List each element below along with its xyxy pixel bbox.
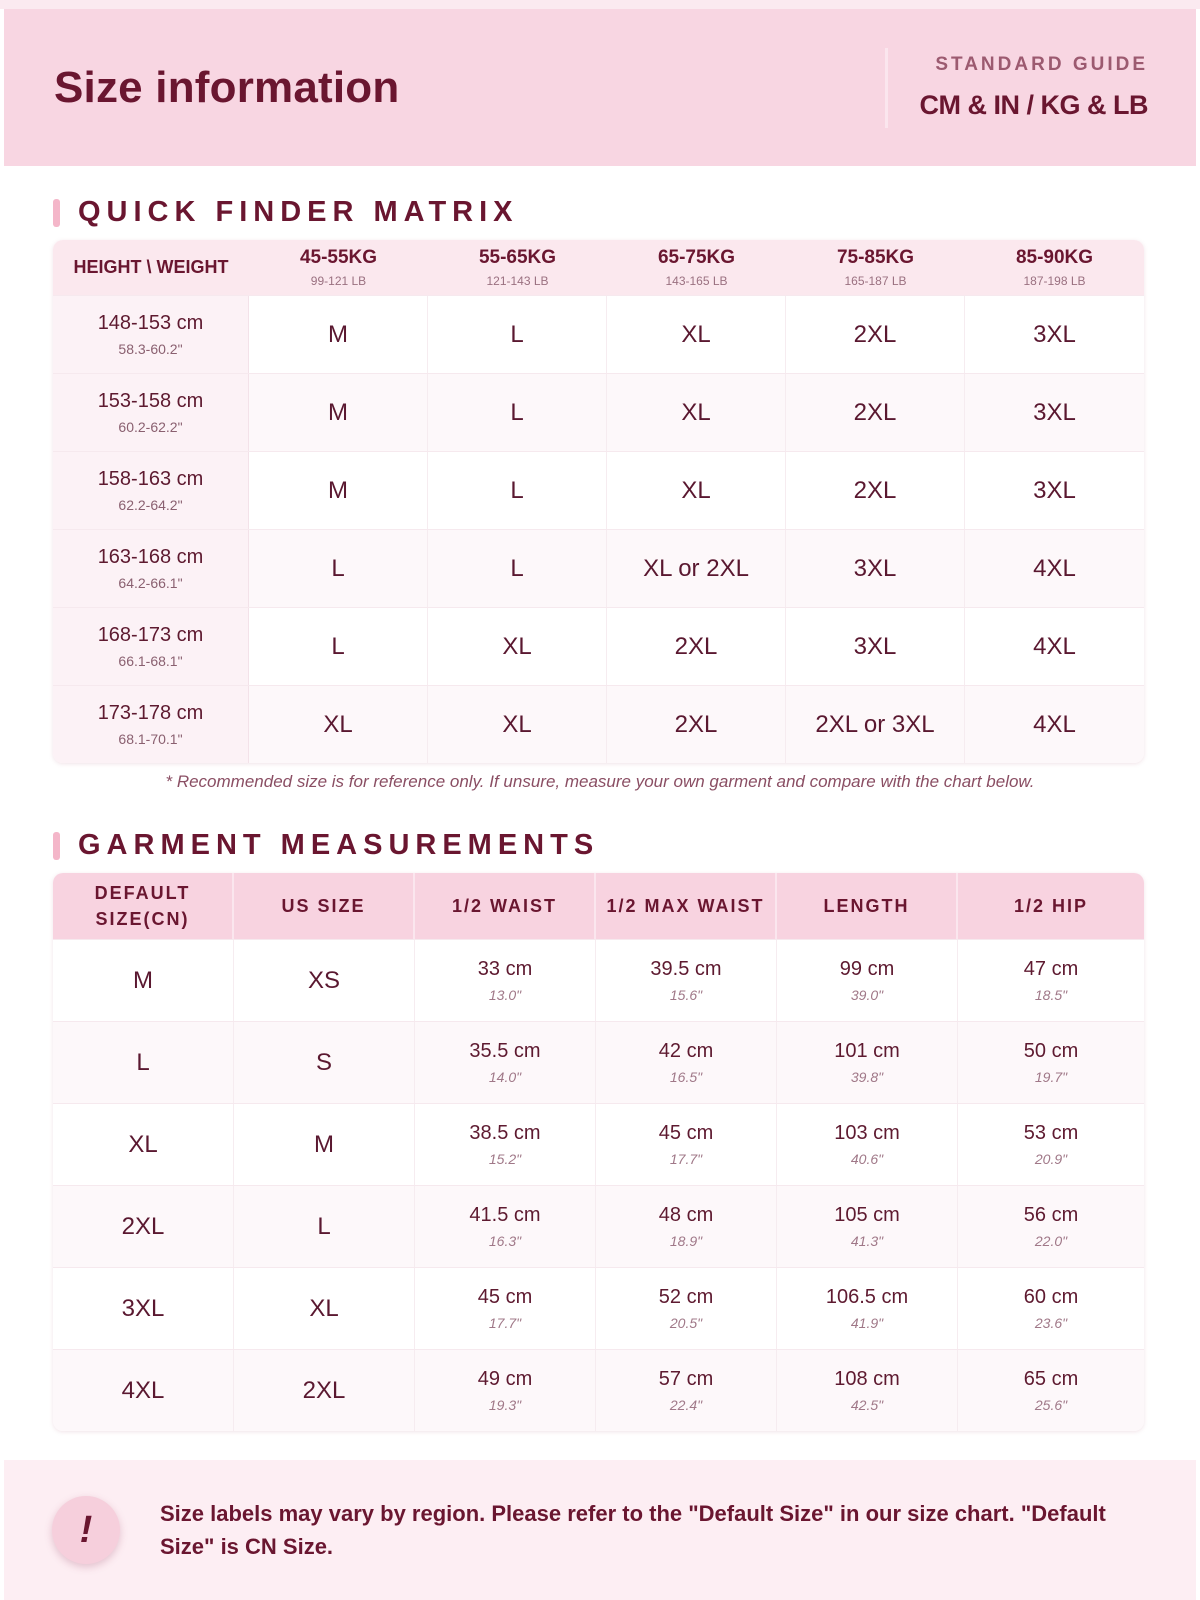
recommended-size-cell: 2XL [786,374,965,451]
measurement-cm: 33 cm [477,958,533,980]
measurement-cell [958,1268,1144,1349]
recommended-size-cell: 2XL or 3XL [786,686,965,763]
cn-size-cell: 4XL [53,1350,234,1431]
measurement-in: 19.3" [488,1397,522,1413]
garment-measurements-table [53,873,1144,1431]
measurement-cell [777,1268,958,1349]
weight-column-header [249,240,428,295]
height-row-header [53,452,249,529]
matrix-row [53,451,1144,529]
measurement-cell [777,1104,958,1185]
garment-row [53,1267,1144,1349]
measurement-in: 22.4" [669,1397,703,1413]
garment-section-heading [53,829,599,862]
measurement-cm: 48 cm [658,1204,714,1226]
recommended-size-cell: XL [607,296,786,373]
recommended-size-cell: L [249,608,428,685]
measurement-in: 13.0" [488,987,522,1003]
measurement-cell [415,1022,596,1103]
recommended-size-cell: 2XL [607,686,786,763]
recommended-size-cell: XL [607,374,786,451]
region-notice [4,1460,1196,1600]
weight-lb-label: 165-187 LB [844,274,907,288]
measurement-cm: 60 cm [1023,1286,1079,1308]
height-cm-label: 148-153 cm [97,312,204,334]
height-row-header [53,608,249,685]
measurement-in: 41.9" [850,1315,884,1331]
garment-column-header: DEFAULT SIZE(CN) [53,873,234,939]
measurement-cm: 101 cm [834,1040,900,1062]
section-accent-bar [53,832,60,860]
garment-row [53,939,1144,1021]
matrix-row [53,529,1144,607]
measurement-in: 17.7" [488,1315,522,1331]
matrix-row [53,685,1144,763]
measurement-cell [415,1350,596,1431]
weight-kg-label: 45-55KG [299,247,378,268]
recommended-size-cell: L [249,530,428,607]
measurement-cell [596,1350,777,1431]
top-strip [0,0,1200,9]
measurement-in: 16.5" [669,1069,703,1085]
cn-size-cell: L [53,1022,234,1103]
height-row-header [53,296,249,373]
recommended-size-cell: 3XL [1033,320,1076,348]
measurement-cell [415,1186,596,1267]
height-cm-label: 173-178 cm [97,702,204,724]
garment-row [53,1349,1144,1431]
matrix-row [53,373,1144,451]
garment-row [53,1021,1144,1103]
height-in-label: 68.1-70.1" [118,731,183,747]
measurement-cm: 35.5 cm [469,1040,541,1062]
measurement-cell [596,1186,777,1267]
height-cm-label: 153-158 cm [97,390,204,412]
measurement-cell [596,1268,777,1349]
measurement-cm: 45 cm [477,1286,533,1308]
garment-row [53,1103,1144,1185]
weight-kg-label: 55-65KG [478,247,557,268]
us-size-cell: XL [234,1268,415,1349]
weight-lb-label: 99-121 LB [310,274,367,288]
measurement-cm: 45 cm [658,1122,714,1144]
us-size-cell: 2XL [234,1350,415,1431]
recommended-size-cell: 3XL [1033,398,1076,426]
header-right [885,9,1149,166]
recommended-size-cell: 4XL [1033,710,1076,738]
garment-column-header: 1/2 HIP [1013,896,1089,916]
garment-column-header: US SIZE [234,873,415,939]
measurement-in: 40.6" [850,1151,884,1167]
weight-lb-label: 121-143 LB [486,274,549,288]
matrix-header-row [53,240,1144,295]
measurement-cm: 53 cm [1023,1122,1079,1144]
measurement-cm: 65 cm [1023,1368,1079,1390]
us-size-cell: L [234,1186,415,1267]
recommended-size-cell: L [428,530,607,607]
garment-section-title: GARMENT MEASUREMENTS [78,829,600,861]
matrix-corner-label: HEIGHT \ WEIGHT [73,257,229,277]
height-cm-label: 163-168 cm [97,546,204,568]
measurement-cm: 103 cm [834,1122,900,1144]
measurement-cm: 99 cm [839,958,895,980]
measurement-cm: 50 cm [1023,1040,1079,1062]
measurement-in: 17.7" [669,1151,703,1167]
measurement-in: 16.3" [488,1233,522,1249]
measurement-in: 18.5" [1034,987,1068,1003]
measurement-cm: 52 cm [658,1286,714,1308]
recommended-size-cell: 2XL [607,608,786,685]
recommended-size-cell: M [249,452,428,529]
recommended-size-cell: 2XL [786,452,965,529]
measurement-in: 39.8" [850,1069,884,1085]
measurement-cm: 57 cm [658,1368,714,1390]
measurement-cell [415,1104,596,1185]
recommendation-note: * Recommended size is for reference only. If unsure, measure your own garment and compare with the chart below. [165,772,1035,791]
height-in-label: 66.1-68.1" [118,653,183,669]
weight-lb-label: 143-165 LB [665,274,728,288]
recommended-size-cell: 3XL [786,608,965,685]
garment-column-header: LENGTH [777,873,958,939]
recommended-size-cell: XL or 2XL [607,530,786,607]
measurement-cell [777,1022,958,1103]
weight-column-header [428,240,607,295]
recommended-size-cell: L [428,296,607,373]
measurement-in: 14.0" [488,1069,522,1085]
notice-text: Size labels may vary by region. Please refer to the "Default Size" in our size chart. "Default Size" is CN Size. [160,1501,1106,1559]
exclamation-icon: ! [52,1496,120,1564]
weight-kg-label: 65-75KG [657,247,736,268]
measurement-cell [596,1022,777,1103]
measurement-cell [958,1104,1144,1185]
recommended-size-cell: L [428,452,607,529]
measurement-in: 39.0" [850,987,884,1003]
garment-column-header: 1/2 WAIST [415,873,596,939]
measurement-cm: 105 cm [834,1204,900,1226]
us-size-cell: M [234,1104,415,1185]
measurement-in: 20.9" [1034,1151,1068,1167]
cn-size-cell: 2XL [53,1186,234,1267]
recommended-size-cell: 3XL [786,530,965,607]
measurement-cell [777,1350,958,1431]
recommended-size-cell: XL [249,686,428,763]
matrix-section-title: QUICK FINDER MATRIX [78,196,519,228]
measurement-in: 41.3" [850,1233,884,1249]
section-accent-bar [53,199,60,227]
cn-size-cell: XL [53,1104,234,1185]
measurement-cm: 56 cm [1023,1204,1079,1226]
weight-lb-label: 187-198 LB [1023,274,1086,288]
garment-header-row [53,873,1144,939]
measurement-in: 19.7" [1034,1069,1068,1085]
measurement-cell [596,1104,777,1185]
measurement-in: 18.9" [669,1233,703,1249]
weight-kg-label: 75-85KG [836,247,915,268]
weight-column-header [607,240,786,295]
measurement-cm: 49 cm [477,1368,533,1390]
height-row-header [53,374,249,451]
page-title: Size information [54,62,400,112]
weight-column-header [965,240,1144,295]
height-in-label: 58.3-60.2" [118,341,183,357]
measurement-cm: 38.5 cm [469,1122,541,1144]
weight-column-header [786,240,965,295]
quick-finder-matrix [53,240,1144,763]
height-cm-label: 158-163 cm [97,468,204,490]
measurement-in: 23.6" [1034,1315,1068,1331]
page-header [4,9,1196,166]
measurement-in: 20.5" [669,1315,703,1331]
height-cm-label: 168-173 cm [97,624,204,646]
us-size-cell: S [234,1022,415,1103]
guide-units: CM & IN / KG & LB [919,90,1148,120]
recommended-size-cell: L [428,374,607,451]
header-divider [885,48,888,128]
recommended-size-cell: 3XL [1033,476,1076,504]
measurement-in: 22.0" [1034,1233,1068,1249]
measurement-in: 25.6" [1034,1397,1068,1413]
guide-info [920,54,1149,121]
height-in-label: 60.2-62.2" [118,419,183,435]
measurement-cell [415,1268,596,1349]
recommended-size-cell: 2XL [786,296,965,373]
height-in-label: 62.2-64.2" [118,497,183,513]
recommended-size-cell: XL [607,452,786,529]
us-size-cell: XS [234,940,415,1021]
measurement-cm: 41.5 cm [469,1204,541,1226]
recommended-size-cell: M [249,296,428,373]
measurement-cell [958,940,1144,1021]
weight-kg-label: 85-90KG [1015,247,1094,268]
height-row-header [53,530,249,607]
recommended-size-cell: 4XL [1033,632,1076,660]
garment-column-header: 1/2 MAX WAIST [596,873,777,939]
recommended-size-cell: XL [428,608,607,685]
measurement-in: 15.2" [488,1151,522,1167]
measurement-cm: 47 cm [1023,958,1079,980]
measurement-cell [777,1186,958,1267]
measurement-cm: 108 cm [834,1368,900,1390]
matrix-row [53,607,1144,685]
recommended-size-cell: M [249,374,428,451]
matrix-row [53,295,1144,373]
measurement-in: 42.5" [850,1397,884,1413]
measurement-cell [777,940,958,1021]
measurement-cm: 39.5 cm [650,958,722,980]
matrix-section-heading [53,196,519,229]
height-in-label: 64.2-66.1" [118,575,183,591]
measurement-in: 15.6" [669,987,703,1003]
height-row-header [53,686,249,763]
recommended-size-cell: XL [428,686,607,763]
measurement-cell [958,1186,1144,1267]
measurement-cm: 42 cm [658,1040,714,1062]
measurement-cell [958,1022,1144,1103]
measurement-cell [596,940,777,1021]
measurement-cm: 106.5 cm [825,1286,909,1308]
guide-eyebrow: STANDARD GUIDE [935,54,1148,75]
garment-row [53,1185,1144,1267]
recommended-size-cell: 4XL [1033,554,1076,582]
measurement-cell [415,940,596,1021]
measurement-cell [958,1350,1144,1431]
cn-size-cell: M [53,940,234,1021]
cn-size-cell: 3XL [53,1268,234,1349]
